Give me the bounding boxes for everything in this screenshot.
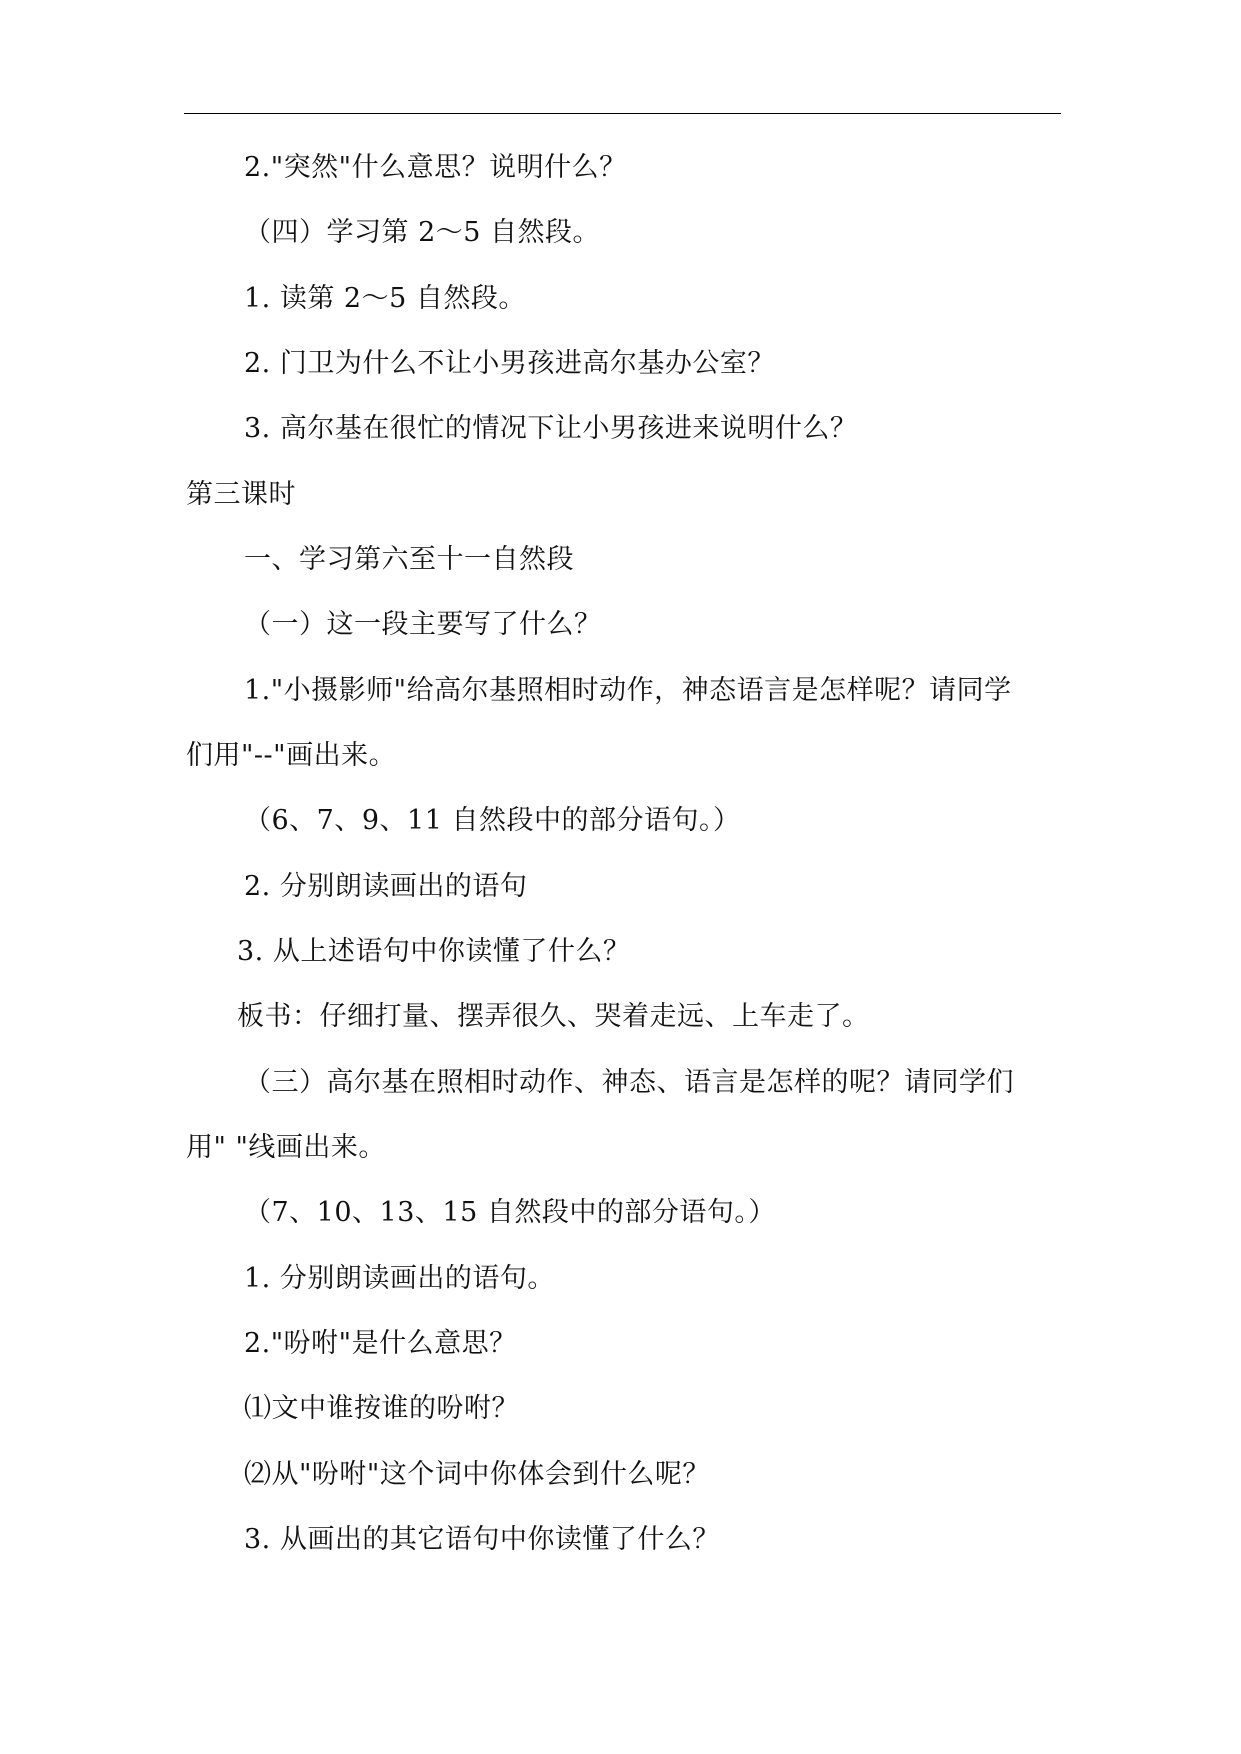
text-line: 一、学习第六至十一自然段	[244, 544, 574, 575]
text-line: 用" "线画出来。	[186, 1132, 386, 1163]
header-rule	[184, 113, 1061, 114]
text-line: ⑴文中谁按谁的吩咐？	[244, 1393, 519, 1424]
text-line: 1."小摄影师"给高尔基照相时动作，神态语言是怎样呢？请同学	[244, 675, 1012, 706]
text-line: 们用"--"画出来。	[186, 740, 397, 771]
text-line: 2."吩咐"是什么意思？	[244, 1328, 517, 1359]
text-line: 3. 高尔基在很忙的情况下让小男孩进来说明什么？	[244, 413, 858, 444]
text-line: 2. 门卫为什么不让小男孩进高尔基办公室？	[244, 348, 775, 379]
text-line: 1. 分别朗读画出的语句。	[244, 1263, 555, 1294]
text-line: 3. 从上述语句中你读懂了什么？	[237, 936, 631, 967]
text-line: （四）学习第 2～5 自然段。	[244, 217, 601, 248]
section-heading: 第三课时	[186, 479, 296, 510]
text-line: 2. 分别朗读画出的语句	[244, 871, 528, 902]
text-line: （一）这一段主要写了什么？	[244, 609, 602, 640]
text-line: 板书：仔细打量、摆弄很久、哭着走远、上车走了。	[237, 1001, 870, 1032]
text-line: 2."突然"什么意思？说明什么？	[244, 152, 627, 183]
text-line: 1. 读第 2～5 自然段。	[244, 283, 526, 314]
text-line: （三）高尔基在照相时动作、神态、语言是怎样的呢？请同学们	[244, 1067, 1014, 1098]
text-line: 3. 从画出的其它语句中你读懂了什么？	[244, 1524, 720, 1555]
text-line: ⑵从"吩咐"这个词中你体会到什么呢？	[244, 1459, 710, 1490]
text-line: （6、7、9、11 自然段中的部分语句。）	[244, 805, 741, 836]
text-line: （7、10、13、15 自然段中的部分语句。）	[244, 1197, 776, 1228]
